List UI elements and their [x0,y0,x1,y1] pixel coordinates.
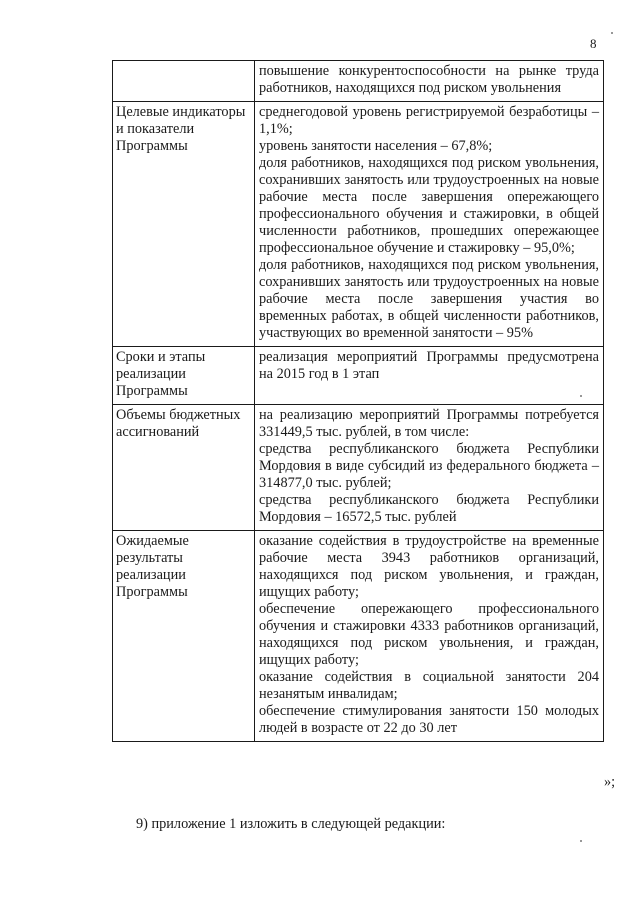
row-content [255,405,604,531]
content-paragraph: среднегодовой уровень регистрируемой безработицы – 1,1%; [259,104,599,137]
content-paragraph: обеспечение стимулирования занятости 150 молодых людей в возрасте от 22 до 30 лет [259,703,599,736]
content-paragraph: доля работников, находящихся под риском увольнения, сохранивших занятость или трудоустроенных на новые рабочие места после завершения опережающего профессионального обучения и стажировки, в общей численности работников, прошедших опережающее профессиональное обучение и стажировку – 95,0%; [259,155,599,256]
table-row [113,61,604,102]
row-label: Объемы бюджетных ассигнований [113,405,255,531]
row-content [255,61,604,102]
content-paragraph: средства республиканского бюджета Республики Мордовия – 16572,5 тыс. рублей [259,492,599,525]
table-row [113,102,604,347]
row-label: Сроки и этапы реализации Программы [113,347,255,405]
content-paragraph: на реализацию мероприятий Программы потребуется 331449,5 тыс. рублей, в том числе: [259,407,599,440]
content-paragraph: средства республиканского бюджета Республики Мордовия в виде субсидий из федерального бюджета – 314877,0 тыс. рублей; [259,441,599,491]
content-paragraph: реализация мероприятий Программы предусмотрена на 2015 год в 1 этап [259,349,599,382]
content-paragraph: оказание содействия в трудоустройстве на временные рабочие места 3943 работников организаций, находящихся под риском увольнения, и граждан, ищущих работу; [259,533,599,600]
row-content [255,102,604,347]
content-paragraph: уровень занятости населения – 67,8%; [259,138,493,154]
table-body [113,61,604,742]
table-row [113,347,604,405]
scan-speck [580,840,582,842]
row-label: Целевые индикаторы и показатели Программы [113,102,255,347]
scan-speck [580,395,582,397]
amendment-instruction: 9) приложение 1 изложить в следующей редакции: [136,816,446,832]
page-number: 8 [590,36,597,51]
content-paragraph: обеспечение опережающего профессионального обучения и стажировки 4333 работников организаций, находящихся под риском увольнения, и граждан, ищущих работу; [259,601,599,668]
scan-speck [611,32,613,34]
closing-quote-mark: »; [604,774,616,790]
row-label: Ожидаемые результаты реализации Программы [113,531,255,742]
table-row [113,405,604,531]
table-row [113,531,604,742]
content-paragraph: оказание содействия в социальной занятости 204 незанятым инвалидам; [259,669,599,702]
content-paragraph: доля работников, находящихся под риском увольнения, сохранивших занятость или трудоустроенных на новые рабочие места после завершения участия во временных работах, в общей численности работников, участвующих во временной занятости – 95% [259,257,599,341]
row-label [113,61,255,102]
content-paragraph: повышение конкурентоспособности на рынке труда работников, находящихся под риском увольнения [259,63,599,96]
row-content [255,347,604,405]
program-passport-table [112,60,604,742]
row-content [255,531,604,742]
